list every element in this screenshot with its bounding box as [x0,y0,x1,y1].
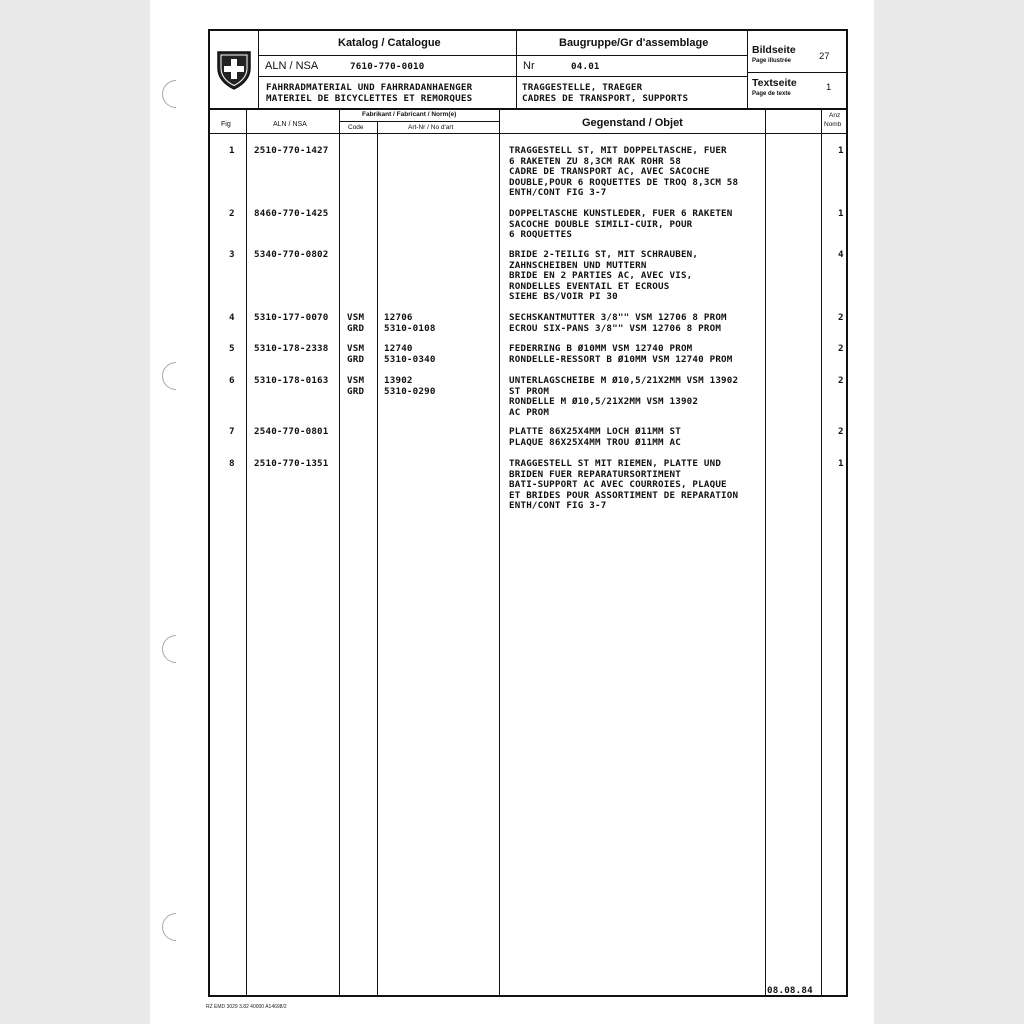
col-object: Gegenstand / Objet [582,117,683,129]
group-fr: CADRES DE TRANSPORT, SUPPORTS [522,93,689,104]
row-fig: 8 [229,458,235,469]
form-footer: RZ EMD 3029 3.82 40000 A14698/2 [206,1004,287,1010]
row-description [509,250,698,303]
row-art-nr: 5310-0108 [384,322,436,334]
row-description [509,376,738,418]
bildseite-label: Bildseite [752,44,796,56]
row-aln: 2510-770-1351 [254,458,329,469]
description-line: DOUBLE,POUR 6 ROQUETTES DE TROQ 8,3CM 58 [509,176,739,188]
row-fig: 6 [229,375,235,386]
row-quantity: 2 [838,426,844,437]
group-label: Baugruppe/Gr d'assemblage [559,37,709,49]
row-aln: 5340-770-0802 [254,249,329,260]
nr-value: 04.01 [571,61,600,72]
row-code: GRD [347,353,365,365]
row-quantity: 2 [838,375,844,386]
row-art-nr: 13902 [384,375,413,386]
description-line: RONDELLE M Ø10,5/21X2MM VSM 13902 [509,396,699,407]
date-stamp: 08.08.84 [767,985,813,996]
row-fig: 5 [229,343,235,354]
divider [747,30,748,108]
row-art-nr: 12706 [384,312,413,323]
description-line: SACOCHE DOUBLE SIMILI-CUIR, POUR [509,218,693,230]
divider [258,55,747,56]
col-code: Code [348,124,364,131]
row-art-nr: 5310-0340 [384,353,436,365]
col-art: Art-Nr / No d'art [408,124,454,131]
column-line [499,109,500,996]
column-line [339,109,340,996]
col-fig: Fig [221,121,231,128]
description-line: DOPPELTASCHE KUNSTLEDER, FUER 6 RAKETEN [509,208,733,219]
row-description [509,459,738,512]
description-line: 6 RAKETEN ZU 8,3CM RAK ROHR 58 [509,155,681,167]
row-aln: 5310-178-0163 [254,375,329,386]
row-art-nr: 12740 [384,343,413,354]
description-line: ST PROM [509,385,550,397]
description-line: BRIDE 2-TEILIG ST, MIT SCHRAUBEN, [509,249,699,260]
description-line: RONDELLE-RESSORT B Ø10MM VSM 12740 PROM [509,353,733,365]
divider [258,30,259,108]
row-aln: 8460-770-1425 [254,208,329,219]
description-line: UNTERLAGSCHEIBE M Ø10,5/21X2MM VSM 13902 [509,375,739,386]
row-code: VSM [347,312,365,323]
row-aln: 2510-770-1427 [254,145,329,156]
row-fig: 3 [229,249,235,260]
col-qty: Anz [829,112,841,119]
catalog-label: Katalog / Catalogue [338,37,441,49]
row-aln: 5310-178-2338 [254,343,329,354]
swiss-crest-icon [216,50,252,90]
column-line [765,109,766,996]
description-line: ECROU SIX-PANS 3/8"" VSM 12706 8 PROM [509,322,722,334]
row-fig: 4 [229,312,235,323]
description-line: PLATTE 86X25X4MM LOCH Ø11MM ST [509,426,681,437]
textseite-label: Textseite [752,77,797,89]
col-manufacturer: Fabrikant / Fabricant / Norm(e) [362,111,457,118]
row-code: GRD [347,385,365,397]
row-description [509,209,733,241]
row-aln: 2540-770-0801 [254,426,329,437]
description-line: BRIDE EN 2 PARTIES AC, AVEC VIS, [509,270,693,281]
column-line [246,109,247,996]
description-line: BATI-SUPPORT AC AVEC COURROIES, PLAQUE [509,479,727,490]
group-de: TRAGGESTELLE, TRAEGER [522,82,643,93]
textseite-value: 1 [826,82,832,93]
description-line: SECHSKANTMUTTER 3/8"" VSM 12706 8 PROM [509,312,727,323]
description-line: 6 ROQUETTES [509,229,573,240]
aln-label: ALN / NSA [265,60,319,72]
row-quantity: 1 [838,145,844,156]
bildseite-value: 27 [819,51,830,62]
row-quantity: 2 [838,343,844,354]
column-line [377,121,378,996]
nr-label: Nr [523,60,535,72]
row-fig: 7 [229,426,235,437]
row-art-nr: 5310-0290 [384,385,436,397]
row-description [509,313,727,334]
col-aln: ALN / NSA [273,121,307,128]
description-line: ET BRIDES POUR ASSORTIMENT DE REPARATION [509,489,739,501]
row-code: VSM [347,343,365,354]
description-line: SIEHE BS/VOIR PI 30 [509,291,618,302]
description-line: FEDERRING B Ø10MM VSM 12740 PROM [509,343,693,354]
divider [339,121,499,122]
row-fig: 1 [229,145,235,156]
row-fig: 2 [229,208,235,219]
textseite-sub: Page de texte [752,91,791,97]
description-line: AC PROM [509,406,550,418]
description-line: ZAHNSCHEIBEN UND MUTTERN [509,259,647,271]
description-line: PLAQUE 86X25X4MM TROU Ø11MM AC [509,436,681,448]
aln-value: 7610-770-0010 [350,61,425,72]
row-quantity: 1 [838,458,844,469]
row-description [509,427,681,448]
column-line [821,109,822,996]
divider [516,30,517,108]
divider [258,76,747,77]
description-line: TRAGGESTELL ST MIT RIEMEN, PLATTE UND [509,458,722,469]
divider [209,133,847,134]
description-line: ENTH/CONT FIG 3-7 [509,500,607,511]
divider [747,72,847,73]
description-line: TRAGGESTELL ST, MIT DOPPELTASCHE, FUER [509,145,727,156]
row-quantity: 1 [838,208,844,219]
row-quantity: 2 [838,312,844,323]
description-line: BRIDEN FUER REPARATURSORTIMENT [509,468,681,480]
row-code: GRD [347,322,365,334]
col-qty: Nomb [824,121,842,128]
divider [209,108,847,110]
row-quantity: 4 [838,249,844,260]
row-code: VSM [347,375,365,386]
title-fr: MATERIEL DE BICYCLETTES ET REMORQUES [266,93,473,104]
bildseite-sub: Page illustrée [752,58,792,64]
description-line: ENTH/CONT FIG 3-7 [509,187,607,198]
row-description [509,146,738,199]
description-line: RONDELLES EVENTAIL ET ECROUS [509,280,670,292]
row-aln: 5310-177-0070 [254,312,329,323]
row-description [509,344,733,365]
title-de: FAHRRADMATERIAL UND FAHRRADANHAENGER [266,82,473,93]
description-line: CADRE DE TRANSPORT AC, AVEC SACOCHE [509,166,710,177]
